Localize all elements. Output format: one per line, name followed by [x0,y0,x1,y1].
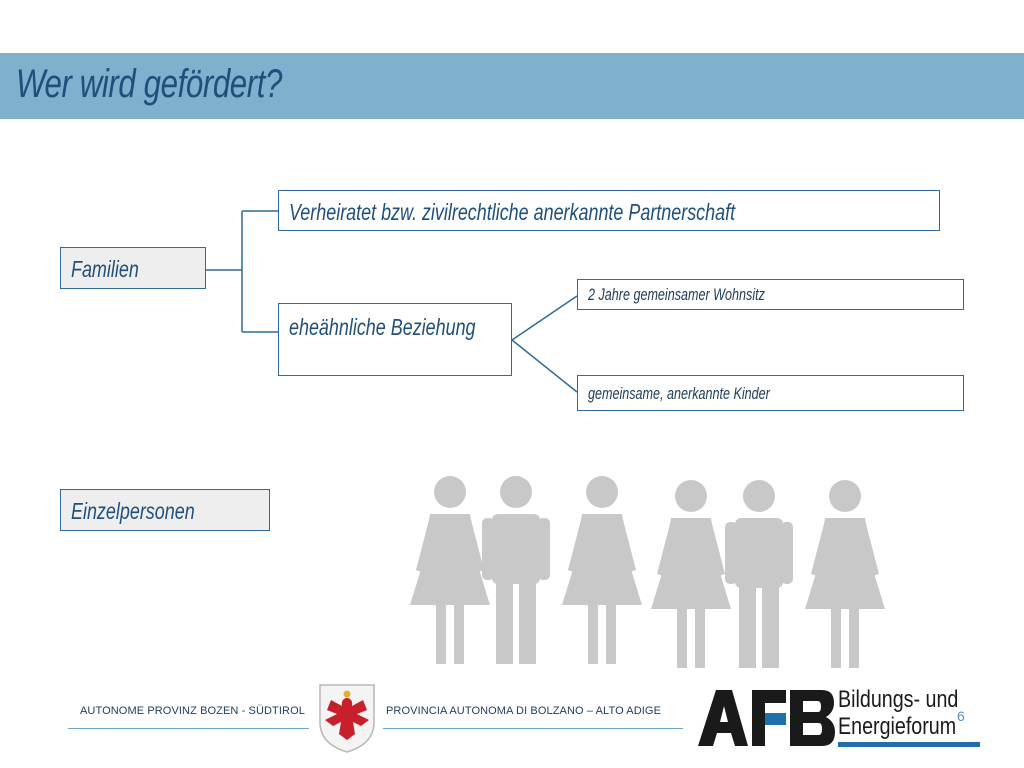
footer-province-it: PROVINCIA AUTONOMA DI BOLZANO – ALTO ADIGE [386,705,661,717]
page-number: 6 [957,708,965,724]
familien-label: Familien [71,256,139,282]
person-icon-2 [482,476,550,664]
verheiratet-label: Verheiratet bzw. zivilrechtliche anerkannte Partnerschaft [289,199,736,225]
box-familien [60,247,206,289]
afb-logo-line1: Bildungs- und [838,686,959,713]
afb-logo-icon [698,688,836,748]
slide-title: Wer wird gefördert? [16,62,282,106]
footer-divider-right [383,728,683,729]
kinder-label: gemeinsame, anerkannte Kinder [588,384,770,403]
person-icon-3 [562,476,642,664]
box-einzelpersonen [60,489,270,531]
box-verheiratet [278,190,940,231]
person-icon-4 [651,480,731,668]
wohnsitz-label: 2 Jahre gemeinsamer Wohnsitz [588,285,765,304]
eheaehnlich-label: eheähnliche Beziehung [289,314,476,340]
einzelpersonen-label: Einzelpersonen [71,498,195,524]
box-eheaehnlich [278,303,512,376]
footer-divider-left [68,728,309,729]
afb-logo-underline [838,742,980,747]
people-illustration [400,468,900,668]
person-icon-6 [805,480,885,668]
person-icon-5 [725,480,793,668]
afb-logo-line2: Energieforum [838,713,957,740]
person-icon-1 [410,476,490,664]
box-wohnsitz [577,279,964,310]
box-kinder [577,375,964,411]
footer-province-de: AUTONOME PROVINZ BOZEN - SÜDTIROL [80,705,305,717]
province-crest-icon [317,682,377,754]
